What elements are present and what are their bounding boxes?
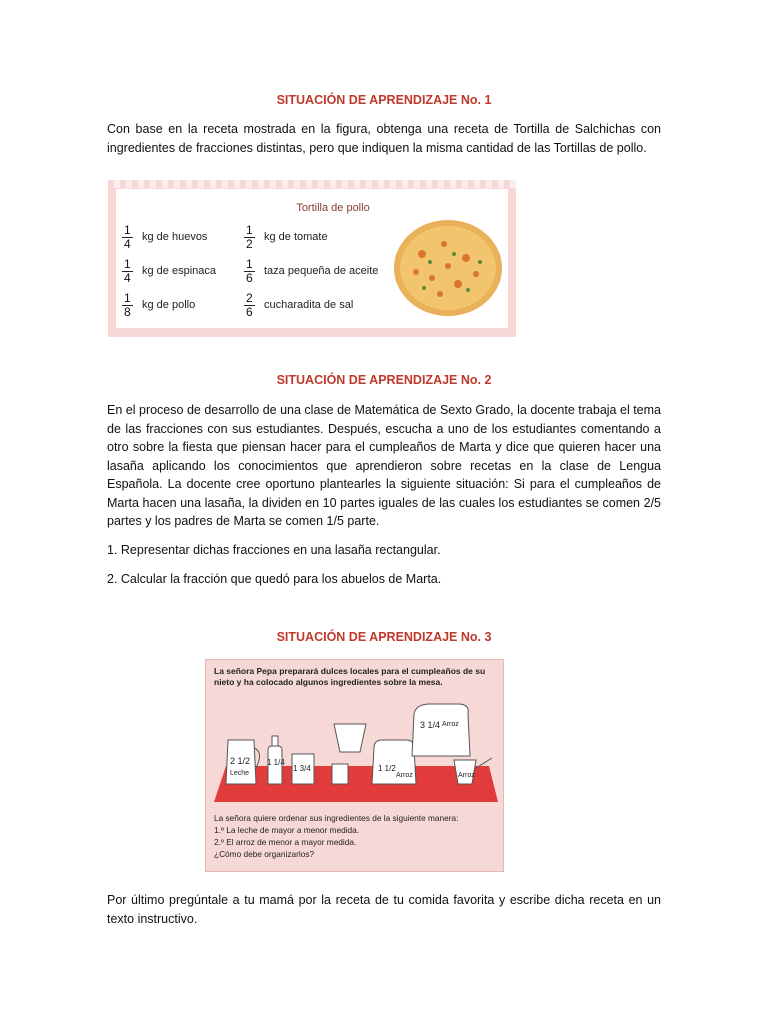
bowl-icon — [334, 724, 366, 752]
fraction-huevos: $\frac{1}{4}$ — [124, 223, 131, 251]
fraction-tomate: $\frac{1}{2}$ — [246, 223, 253, 251]
task-item-1: 1. Representar dichas fracciones en una lasaña rectangular. — [107, 543, 441, 557]
qty-leche-botella: 1 1/4 — [267, 758, 285, 767]
rice-sack-large-icon — [412, 704, 470, 756]
ask-line-4: ¿Cómo debe organizarlos? — [214, 849, 315, 859]
recipe-figure — [108, 180, 516, 337]
ingredient-tomate: kg de tomate — [264, 231, 328, 243]
heading-situacion-2: SITUACIÓN DE APRENDIZAJE No. 2 — [276, 373, 492, 387]
label-leche-jarra: Leche — [230, 770, 250, 777]
paragraph-situacion-1: Con base en la receta mostrada en la figura, obtenga una receta de Tortilla de Salchichas con ingredientes de fracciones distintas, pero que indiquen la misma cantidad de las Tortillas de pollo. — [107, 122, 661, 155]
figure-question — [214, 812, 496, 860]
fraction-aceite: $\frac{1}{6}$ — [246, 257, 253, 285]
ask-line-2: 1.º La leche de mayor a menor medida. — [214, 825, 360, 835]
figure-intro-text: La señora Pepa preparará dulces locales para el cumpleaños de su nieto y ha colocado algunos ingredientes sobre la mesa. — [214, 666, 486, 687]
border-pattern — [108, 180, 516, 188]
closing-paragraph: Por último pregúntale a tu mamá por la receta de tu comida favorita y escribe dicha receta en un texto instructivo. — [107, 893, 661, 926]
ingredient-espinaca: kg de espinaca — [142, 265, 216, 277]
tortilla-image — [392, 214, 504, 322]
ask-line-1: La señora quiere ordenar sus ingredientes de la siguiente manera: — [214, 813, 459, 823]
paragraph-situacion-2: En el proceso de desarrollo de una clase de Matemática de Sexto Grado, la docente trabaja el tema de las fracciones con sus estudiantes. Después, escucha a uno de los estudiantes comentando a otro sobre la fiesta que piensan hacer para el cumpleaños de Marta y dice que quieren hacer una lasaña aplicando los conocimientos que aprendieron sobre recetas en la clase de Lengua Española. La docente cree oportuno plantearles la siguiente situación: Si para el cumpleaños de Marta hacen una lasaña, la dividen en 10 partes iguales de las cuales los estudiantes se comen 2/5 partes y los padres de Marta se comen 1/5 parte. — [107, 403, 661, 528]
label-arroz-saco: Arroz — [396, 772, 413, 779]
label-arroz-saco-grande: Arroz — [442, 721, 459, 728]
fraction-espinaca: $\frac{1}{4}$ — [124, 257, 131, 285]
qty-leche-jarra: 2 1/2 — [230, 756, 251, 766]
ingredients-figure — [205, 659, 504, 872]
ingredient-sal: cucharadita de sal — [264, 299, 354, 311]
heading-situacion-1: SITUACIÓN DE APRENDIZAJE No. 1 — [276, 93, 492, 107]
small-glass-icon — [332, 764, 348, 784]
task-item-2: 2. Calcular la fracción que quedó para los abuelos de Marta. — [107, 572, 442, 586]
fraction-pollo: $\frac{1}{8}$ — [124, 291, 131, 319]
recipe-title: Tortilla de pollo — [296, 202, 370, 214]
label-arroz-taza: Arroz — [458, 772, 475, 779]
qty-arroz-saco-grande: 3 1/4 — [420, 720, 441, 730]
qty-arroz-saco: 1 1/2 — [378, 764, 396, 773]
ask-line-3: 2.º El arroz de menor a mayor medida. — [214, 837, 357, 847]
ingredient-aceite: taza pequeña de aceite — [264, 265, 379, 277]
qty-leche-vaso: 1 3/4 — [293, 764, 311, 773]
ingredient-pollo: kg de pollo — [142, 299, 196, 311]
heading-situacion-3: SITUACIÓN DE APRENDIZAJE No. 3 — [276, 630, 492, 644]
fraction-sal: $\frac{2}{6}$ — [246, 291, 253, 319]
ingredient-huevos: kg de huevos — [142, 231, 208, 243]
